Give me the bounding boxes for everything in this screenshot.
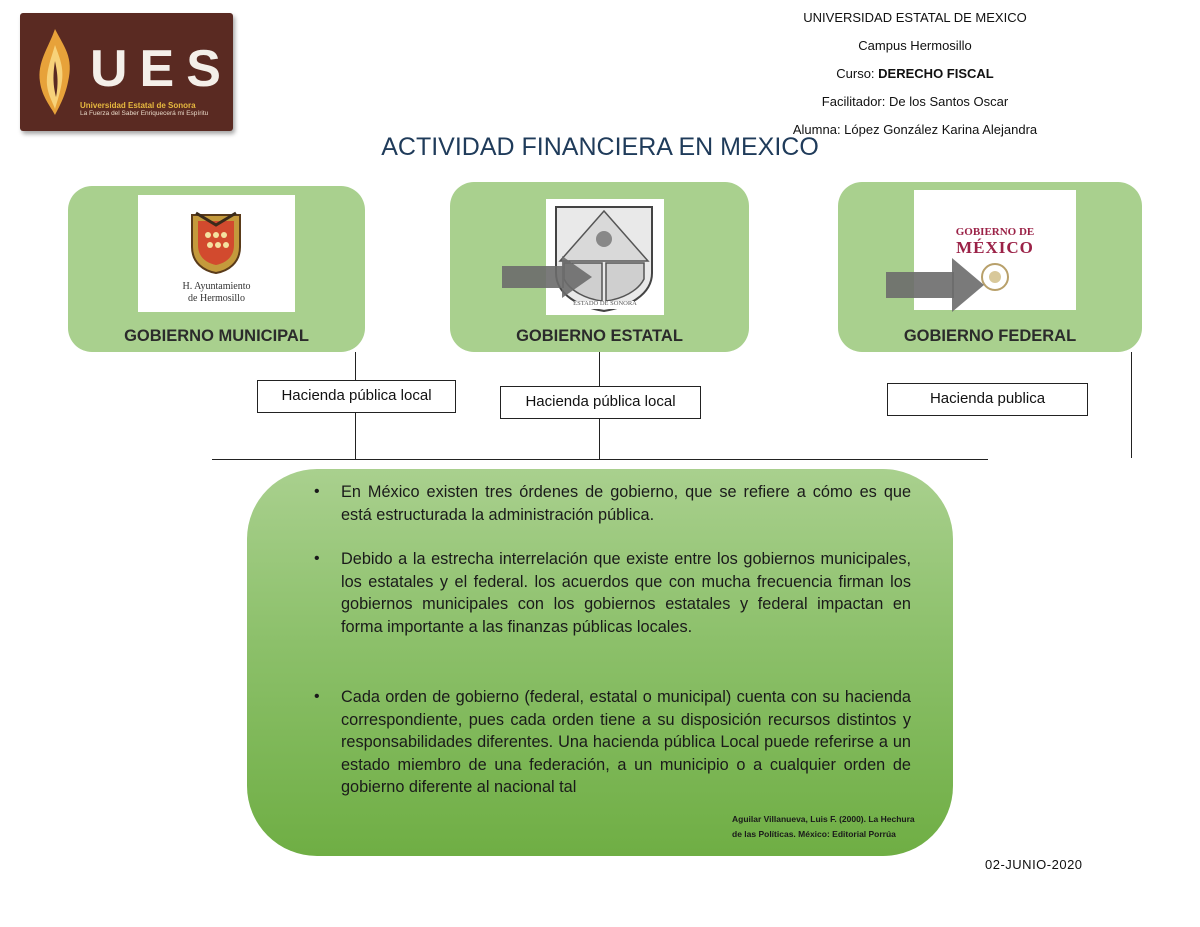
course-value: DERECHO FISCAL: [878, 66, 994, 81]
gov-box-federal: [838, 182, 1142, 352]
emblem-caption-line-2: MÉXICO: [956, 238, 1034, 257]
connector-line: [355, 413, 356, 460]
gov-label-estatal: GOBIERNO ESTATAL: [516, 327, 683, 345]
page-title: ACTIVIDAD FINANCIERA EN MEXICO: [381, 133, 819, 161]
connector-line: [599, 352, 600, 386]
document-date: 02-JUNIO-2020: [985, 857, 1083, 872]
hacienda-box-federal: Hacienda publica: [887, 383, 1088, 416]
shield-icon: [188, 211, 244, 275]
emblem-caption-line-1: GOBIERNO DE: [955, 226, 1035, 238]
hacienda-box-estatal: Hacienda pública local: [500, 386, 701, 419]
arrow-right-icon: [886, 256, 986, 314]
gov-label-municipal: GOBIERNO MUNICIPAL: [124, 327, 309, 345]
citation: Aguilar Villanueva, Luis F. (2000). La Hechura de las Políticas. México: Editorial Porrúa: [732, 814, 915, 839]
logo-motto: La Fuerza del Saber Enriquecerá mi Espíritu: [80, 110, 209, 117]
course-line: [740, 62, 1090, 90]
bullet-item-3: • Cada orden de gobierno (federal, estatal o municipal) cuenta con su hacienda correspondiente, pues cada orden tiene a su disposición recursos distintos y responsabilidades diferentes. Una hacienda pública Local puede referirse a un estado miembro de una federación, a un municipio o a cualquier orden de gobierno diferente al nacional tal: [341, 686, 911, 799]
emblem-caption-line-1: H. Ayuntamiento: [182, 281, 251, 292]
bullet-item-2: • Debido a la estrecha interrelación que existe entre los gobiernos municipales, los estatales y el federal. los acuerdos que con mucha frecuencia firman los gobiernos municipales con los gobiernos estatales y federal impactan en forma importante a las finanzas públicas locales.: [341, 548, 911, 638]
emblem-caption: ESTADO DE SONORA: [573, 300, 637, 307]
connector-line: [599, 418, 600, 460]
gov-label-federal: GOBIERNO FEDERAL: [903, 327, 1077, 345]
bullet-item-1: • En México existen tres órdenes de gobierno, que se refiere a cómo es que está estructurada la administración pública.: [341, 481, 911, 526]
logo-university-name: Universidad Estatal de Sonora: [80, 101, 196, 110]
ues-logo: [20, 13, 233, 131]
hermosillo-emblem: [138, 195, 295, 312]
connector-line: [1131, 352, 1132, 458]
hacienda-box-municipal: Hacienda pública local: [257, 380, 456, 413]
student-line: Alumna: López González Karina Alejandra: [792, 122, 1038, 137]
facilitator-line: Facilitador: De los Santos Oscar: [821, 94, 1009, 109]
arrow-right-icon: [502, 254, 594, 300]
logo-wordmark: UES: [90, 40, 233, 98]
gov-box-estatal: [450, 182, 749, 352]
flame-icon: [34, 27, 76, 117]
course-label: Curso:: [836, 66, 875, 81]
connector-line: [355, 352, 356, 380]
gov-box-municipal: [68, 186, 365, 352]
campus-name: Campus Hermosillo: [858, 38, 972, 53]
content-panel: [247, 469, 953, 856]
bullet-list: [341, 481, 911, 799]
horizontal-connector: [212, 459, 988, 460]
document-header: [740, 6, 1090, 146]
university-name: UNIVERSIDAD ESTATAL DE MEXICO: [803, 10, 1027, 25]
emblem-caption-line-2: de Hermosillo: [188, 293, 245, 304]
